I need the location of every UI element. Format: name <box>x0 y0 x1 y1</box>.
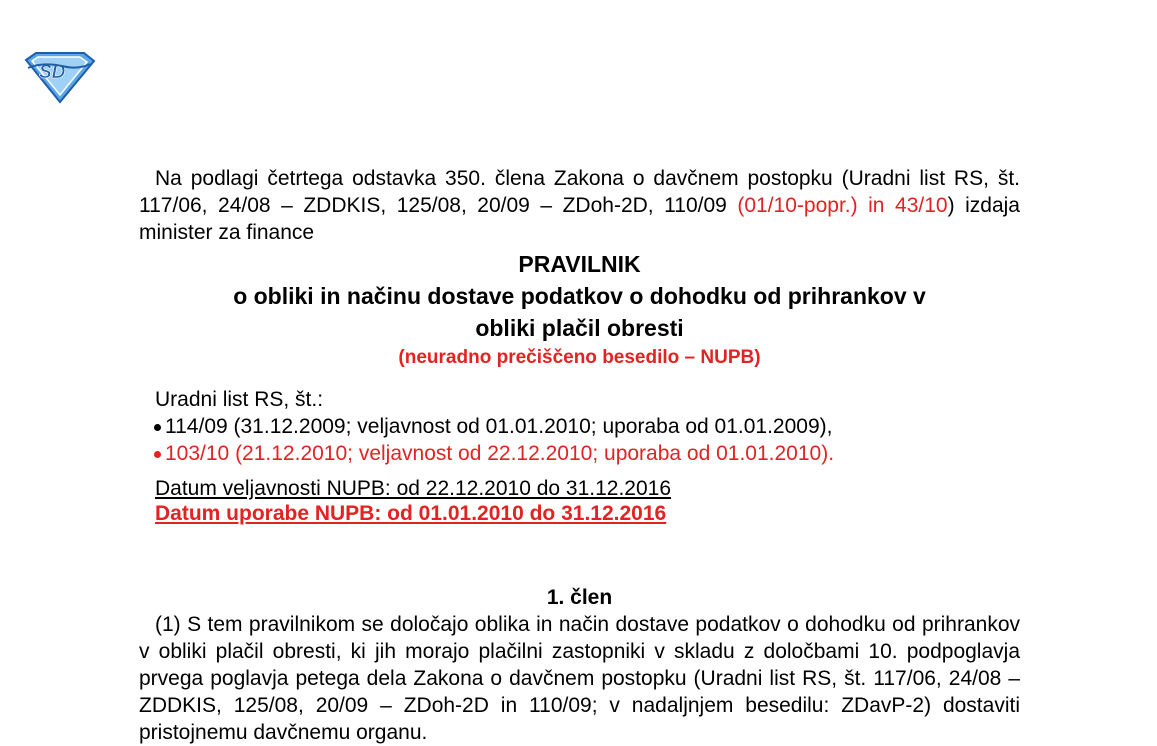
gazette-item: 114/09 (31.12.2009; veljavnost od 01.01.2010; uporaba od 01.01.2009), <box>139 413 1020 440</box>
intro-paragraph <box>139 165 1020 246</box>
gazette-label: Uradni list RS, št.: <box>155 388 324 411</box>
document-subtitle-line1: o obliki in načinu dostave podatkov o dohodku od prihrankov v <box>233 283 926 309</box>
document-page <box>139 165 1020 746</box>
document-title: PRAVILNIK <box>518 251 641 277</box>
document-subtitle-line2: obliki plačil obresti <box>475 315 684 341</box>
article-heading: 1. člen <box>546 586 613 609</box>
usage-date: Datum uporabe NUPB: od 01.01.2010 do 31.12.2016 <box>155 502 667 525</box>
validity-date: Datum veljavnosti NUPB: od 22.12.2010 do 31.12.2016 <box>155 477 672 500</box>
gazette-list <box>139 413 1020 467</box>
validity-dates <box>139 476 1020 526</box>
intro-text: Na podlagi četrtega odstavka 350. člena Zakona o davčnem postopku (Uradni list RS, št. 117/06, 24/08 – ZDDKIS, 125/08, 20/09 – ZDoh-2D, 110/09 <box>139 167 1020 217</box>
intro-amendment-text: (01/10-popr.) in 43/10 <box>737 194 948 217</box>
article-paragraph: (1) S tem pravilnikom se določajo oblika in način dostave podatkov o dohodku od prihrankov v obliki plačil obresti, ki jih morajo plačilni zastopniki v skladu z določbami 10. podpoglavja prvega poglavja petega dela Zakona o davčnem postopku (Uradni list RS, št. 117/06, 24/08 – ZDDKIS, 125/08, 20/09 – ZDoh-2D in 110/09; v nadaljnjem besedilu: ZDavP-2) dostaviti pristojnemu davčnemu organu. <box>139 613 1020 744</box>
sd-logo-icon <box>22 50 96 104</box>
intro-text-end: ) izdaja minister za finance <box>139 194 1020 244</box>
svg-text:SD: SD <box>39 62 66 83</box>
gazette-item: 103/10 (21.12.2010; veljavnost od 22.12.2010; uporaba od 01.01.2010). <box>139 440 1020 467</box>
nupb-note: (neuradno prečiščeno besedilo – NUPB) <box>398 347 761 368</box>
